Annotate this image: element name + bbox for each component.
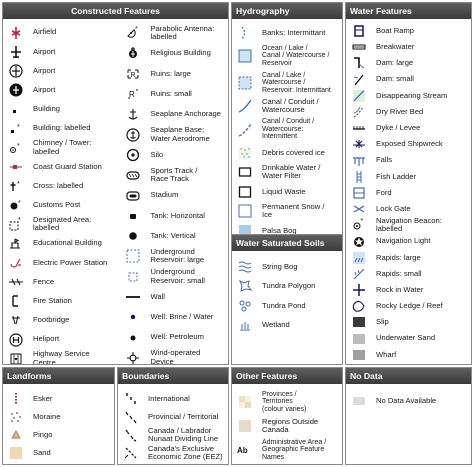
legend-item-label: Educational Building xyxy=(33,238,102,248)
debris-covered-ice-icon xyxy=(235,145,255,161)
legend-item xyxy=(346,201,471,217)
legend-item xyxy=(120,267,228,287)
legend-item xyxy=(3,81,120,100)
legend-item-label: Dam: small xyxy=(376,74,414,84)
legend-item-label: Rapids: small xyxy=(376,268,422,278)
legend-item-label: Permanent Snow / Ice xyxy=(262,201,325,220)
building-labelled-icon xyxy=(6,121,26,137)
legend-item xyxy=(232,221,342,235)
legend-item-label: Provincial / Territorial xyxy=(148,411,219,421)
legend-item-label: Disappearing Stream xyxy=(376,90,448,100)
navigation-beacon-icon xyxy=(349,217,369,233)
legend-item xyxy=(120,165,228,185)
pingo-icon xyxy=(6,427,26,443)
footbridge-icon xyxy=(6,312,26,328)
hydrography-panel xyxy=(231,2,343,235)
legend-item xyxy=(120,23,228,43)
legend-item xyxy=(120,307,228,327)
legend-item xyxy=(3,349,120,365)
stadium-icon xyxy=(123,188,143,204)
legend-item-label: Tundra Pond xyxy=(262,300,306,310)
svg-text:*: * xyxy=(135,26,139,34)
sports-track-icon xyxy=(123,167,143,183)
rapids-large-icon xyxy=(349,250,369,266)
dyke-levee-icon xyxy=(349,120,369,136)
airport-icon xyxy=(6,44,26,60)
legend-item xyxy=(346,314,471,330)
rapids-small-icon xyxy=(349,266,369,282)
legend-item xyxy=(3,42,120,61)
slip-icon xyxy=(349,314,369,330)
legend-item-label: Rock in Water xyxy=(376,284,424,294)
legend-item-label: Esker xyxy=(33,393,53,403)
legend-item xyxy=(120,124,228,144)
other-features-list xyxy=(232,384,342,462)
legend-item xyxy=(232,116,342,143)
legend-item xyxy=(3,23,120,42)
other-features-title: Other Features xyxy=(232,368,342,384)
dry-river-bed-icon xyxy=(349,104,369,120)
legend-item-label: Tundra Polygon xyxy=(262,281,316,291)
legend-item-label: Fish Ladder xyxy=(376,171,417,181)
legend-item-label: Airport xyxy=(33,65,56,75)
legend-item xyxy=(346,185,471,201)
legend-item xyxy=(3,426,114,444)
legend-item xyxy=(232,143,342,163)
cross-icon xyxy=(6,178,26,194)
legend-item xyxy=(232,277,342,297)
legend-item xyxy=(232,163,342,183)
boat-ramp-icon xyxy=(349,23,369,39)
legend-item-label: Drinkable Water / Water Filter xyxy=(262,162,321,181)
svg-text:R: R xyxy=(130,71,137,79)
svg-text:*: * xyxy=(17,181,20,189)
legend-item xyxy=(346,233,471,249)
legend-item xyxy=(3,196,120,215)
legend-item xyxy=(120,226,228,246)
legend-item-label: Parabolic Antenna: labelled xyxy=(150,23,215,42)
legend-item-label: Debris covered ice xyxy=(262,147,325,157)
drinkable-water-icon xyxy=(235,164,255,180)
airfield-icon xyxy=(6,25,26,41)
legend-item-label: Provinces / Territories (colour varies) xyxy=(262,390,307,413)
legend-item xyxy=(346,136,471,152)
legend-item xyxy=(120,84,228,104)
svg-text:Ab: Ab xyxy=(237,446,248,455)
legend-item-label: Airport xyxy=(33,46,56,56)
water-features-list xyxy=(346,19,471,363)
legend-item xyxy=(346,104,471,120)
legend-item xyxy=(3,390,114,408)
customs-post-icon xyxy=(6,197,26,213)
boundaries-list xyxy=(118,384,228,462)
tundra-pond-icon xyxy=(235,298,255,314)
wall-icon xyxy=(123,289,143,305)
legend-item-label: Well: Brine / Water xyxy=(150,312,214,322)
legend-item xyxy=(346,250,471,266)
canal-conduit-intermittent-icon xyxy=(235,122,255,138)
svg-text:*: * xyxy=(17,123,20,131)
legend-item xyxy=(232,43,342,70)
lock-gate-icon xyxy=(349,201,369,217)
rock-in-water-icon xyxy=(349,282,369,298)
legend-item-label: Well: Petroleum xyxy=(150,332,204,342)
no-data-panel xyxy=(345,367,472,465)
legend-item-label: Rocky Ledge / Reef xyxy=(376,301,443,311)
legend-item xyxy=(118,390,228,408)
legend-item-label: Canal / Conduit / Watercourse: Intermittent xyxy=(262,118,315,141)
navigation-light-icon xyxy=(349,234,369,250)
legend-item-label: Ocean / Lake / Canal / Watercourse / Reservoir xyxy=(262,44,330,67)
constructed-right-column xyxy=(120,19,228,365)
legend-item xyxy=(3,253,120,272)
legend-item-label: Navigation Beacon: labelled xyxy=(376,215,442,234)
wetland-icon xyxy=(235,317,255,333)
heliport-icon xyxy=(6,332,26,348)
educational-building-icon xyxy=(6,236,26,252)
constructed-features-title: Constructed Features xyxy=(3,3,228,19)
legend-item-label: Ruins: small xyxy=(150,88,192,98)
legend-item-label: Stadium xyxy=(150,190,179,200)
legend-item-label: Administrative Area / Geographic Feature Names xyxy=(262,438,327,461)
underwater-sand-icon xyxy=(349,331,369,347)
legend-item xyxy=(346,217,471,233)
no-data-swatch-icon xyxy=(349,393,369,409)
saturated-list xyxy=(232,251,342,335)
water-saturated-soils-panel xyxy=(231,234,343,365)
seaplane-anchorage-icon xyxy=(123,106,143,122)
canal-conduit-icon xyxy=(235,98,255,114)
airport-filled-icon xyxy=(6,82,26,98)
legend-item xyxy=(232,70,342,97)
legend-item xyxy=(120,327,228,347)
legend-item-label: Wind-operated Device xyxy=(150,348,201,365)
legend-item xyxy=(232,438,342,462)
legend-item xyxy=(3,100,120,119)
nunavut-line-icon xyxy=(121,427,141,443)
disappearing-stream-icon xyxy=(349,88,369,104)
landforms-panel xyxy=(2,367,115,465)
ruins-large-icon xyxy=(123,66,143,82)
legend-item-label: Silo xyxy=(150,149,164,159)
banks-intermittent-icon xyxy=(235,25,255,41)
legend-item-label: Canada's Exclusive Economic Zone (EEZ) xyxy=(148,443,223,461)
underground-reservoir-small-icon xyxy=(123,269,143,285)
landforms-title: Landforms xyxy=(3,368,114,384)
hydrography-title: Hydrography xyxy=(232,3,342,19)
legend-item-label: Heliport xyxy=(33,334,60,344)
legend-item-label: Liquid Waste xyxy=(262,186,306,196)
tundra-polygon-icon xyxy=(235,278,255,294)
water-features-title: Water Features xyxy=(346,3,471,19)
legend-item xyxy=(3,330,120,349)
svg-text:*: * xyxy=(360,218,364,226)
legend-item-label: Tank: Horizontal xyxy=(150,210,205,220)
falls-icon xyxy=(349,153,369,169)
legend-item xyxy=(346,153,471,169)
legend-item-label: Chimney / Tower: labelled xyxy=(33,138,92,156)
legend-item-label: Customs Post xyxy=(33,200,81,210)
legend-item xyxy=(3,234,120,253)
tank-horizontal-icon xyxy=(123,208,143,224)
legend-item-label: Electric Power Station xyxy=(33,257,108,267)
ocean-lake-intermittent-icon xyxy=(235,75,255,91)
legend-item xyxy=(3,61,120,80)
legend-item xyxy=(232,202,342,222)
legend-item xyxy=(346,390,471,412)
legend-item-label: Building: labelled xyxy=(33,123,91,133)
legend-item-label: Regions Outside Canada xyxy=(262,416,319,434)
legend-item-label: Highway Service Centre xyxy=(33,349,90,365)
legend-item xyxy=(232,414,342,438)
breakwater-icon xyxy=(349,39,369,55)
provinces-territories-icon xyxy=(235,394,255,410)
legend-item xyxy=(3,138,120,157)
provincial-boundary-icon xyxy=(121,409,141,425)
legend-item-label: Seaplane Base; Water Aerodrome xyxy=(150,125,210,143)
legend-item-label: Sand xyxy=(33,447,51,457)
legend-item-label: Ruins: large xyxy=(150,68,192,78)
legend-item-label: Canal / Lake / Watercourse / Reservoir: Intermittant xyxy=(262,71,331,94)
legend-item-label: Seaplane Anchorage xyxy=(150,109,221,119)
legend-item-label: Underwater Sand xyxy=(376,333,436,343)
exposed-shipwreck-icon xyxy=(349,136,369,152)
legend-item-label: Dyke / Levee xyxy=(376,123,421,133)
regions-outside-canada-icon xyxy=(235,418,255,434)
highway-service-icon xyxy=(6,351,26,365)
constructed-left-column xyxy=(3,19,120,365)
legend-item-label: Tank: Vertical xyxy=(150,230,196,240)
legend-item-label: Navigation Light xyxy=(376,236,431,246)
legend-item xyxy=(346,266,471,282)
no-data-list xyxy=(346,384,471,412)
legend-item xyxy=(232,23,342,43)
legend-item-label: Banks: Intermittant xyxy=(262,27,326,37)
svg-text:R: R xyxy=(129,90,136,100)
legend-item-label: Pingo xyxy=(33,429,53,439)
legend-item xyxy=(120,64,228,84)
legend-item-label: Airfield xyxy=(33,27,57,37)
legend-item-label: Building xyxy=(33,104,61,114)
ocean-lake-icon xyxy=(235,48,255,64)
legend-item xyxy=(120,104,228,124)
legend-item-label: Lock Gate xyxy=(376,203,411,213)
legend-item xyxy=(118,408,228,426)
legend-item xyxy=(120,145,228,165)
legend-item xyxy=(232,182,342,202)
hydrography-list xyxy=(232,19,342,235)
constructed-features-panel xyxy=(2,2,229,365)
well-brine-water-icon xyxy=(123,309,143,325)
legend-item-label: Ford xyxy=(376,187,392,197)
legend-item-label: Designated Area: labelled xyxy=(33,215,92,233)
legend-item-label: Moraine xyxy=(33,411,61,421)
legend-item-label: Religious Building xyxy=(150,48,211,58)
legend-item-label: String Bog xyxy=(262,261,298,271)
legend-item-label: Canada / Labrador Nunaat Dividing Line xyxy=(148,425,219,443)
coast-guard-icon xyxy=(6,159,26,175)
legend-item-label: Wharf xyxy=(376,349,397,359)
legend-item xyxy=(346,39,471,55)
legend-item-label: Coast Guard Station xyxy=(33,161,102,171)
legend-item xyxy=(346,298,471,314)
legend-item xyxy=(232,296,342,316)
legend-item xyxy=(120,43,228,63)
legend-item-label: Falls xyxy=(376,155,393,165)
legend-item xyxy=(232,316,342,336)
legend-item xyxy=(3,177,120,196)
legend-item xyxy=(346,347,471,363)
tank-vertical-icon xyxy=(123,228,143,244)
legend-item-label: Palsa Bog xyxy=(262,225,297,235)
international-boundary-icon xyxy=(121,391,141,407)
legend-item-label: Dam: large xyxy=(376,58,414,68)
fish-ladder-icon xyxy=(349,169,369,185)
water-saturated-soils-title: Water Saturated Soils xyxy=(232,235,342,251)
legend-item xyxy=(3,215,120,234)
legend-item-label: Sports Track / Race Track xyxy=(150,165,198,184)
airport-circle-icon xyxy=(6,63,26,79)
legend-item-label: No Data Available xyxy=(376,395,437,405)
fire-station-icon xyxy=(6,293,26,309)
legend-item-label: Airport xyxy=(33,84,56,94)
legend-item-label: Footbridge xyxy=(33,315,70,325)
legend-item-label: Cross: labelled xyxy=(33,180,84,190)
legend-item xyxy=(120,287,228,307)
legend-item-label: Exposed Shipwreck xyxy=(376,139,443,149)
fence-icon xyxy=(6,274,26,290)
boundaries-panel xyxy=(117,367,229,465)
legend-item xyxy=(232,97,342,117)
seaplane-base-icon xyxy=(123,127,143,143)
legend-item xyxy=(3,119,120,138)
rocky-ledge-icon xyxy=(349,298,369,314)
dam-large-icon xyxy=(349,55,369,71)
electric-power-icon xyxy=(6,255,26,271)
boundaries-title: Boundaries xyxy=(118,368,228,384)
svg-text:*: * xyxy=(18,217,21,225)
silo-icon xyxy=(123,147,143,163)
legend-item-label: Wetland xyxy=(262,320,290,330)
wind-operated-device-icon xyxy=(123,350,143,365)
legend-item xyxy=(3,444,114,462)
svg-text:*: * xyxy=(17,142,20,150)
legend-item-label: Slip xyxy=(376,317,389,327)
legend-item-label: Fence xyxy=(33,276,55,286)
legend-item xyxy=(232,390,342,414)
liquid-waste-icon xyxy=(235,184,255,200)
legend-item xyxy=(346,282,471,298)
legend-item-label: Underground Reservoir: small xyxy=(150,267,205,285)
legend-item xyxy=(118,444,228,462)
legend-item xyxy=(118,426,228,444)
legend-item xyxy=(3,408,114,426)
legend-item xyxy=(346,55,471,71)
legend-item-label: Boat Ramp xyxy=(376,25,414,35)
dam-small-icon xyxy=(349,72,369,88)
legend-item xyxy=(232,257,342,277)
legend-item xyxy=(346,120,471,136)
well-petroleum-icon xyxy=(123,330,143,346)
chimney-tower-icon xyxy=(6,140,26,156)
sand-icon xyxy=(6,445,26,461)
legend-item xyxy=(3,272,120,291)
ruins-small-icon xyxy=(123,86,143,102)
legend-item xyxy=(120,185,228,205)
legend-item xyxy=(3,292,120,311)
no-data-title: No Data xyxy=(346,368,471,384)
other-features-panel xyxy=(231,367,343,465)
underground-reservoir-large-icon xyxy=(123,248,143,264)
legend-item-label: International xyxy=(148,393,190,403)
water-features-panel xyxy=(345,2,472,365)
svg-text:*: * xyxy=(18,200,21,208)
ford-icon xyxy=(349,185,369,201)
esker-icon xyxy=(6,391,26,407)
legend-item xyxy=(120,348,228,365)
religious-building-icon xyxy=(123,45,143,61)
moraine-icon xyxy=(6,409,26,425)
permanent-snow-icon xyxy=(235,203,255,219)
legend-item xyxy=(346,23,471,39)
legend-item-label: Fire Station xyxy=(33,296,72,306)
legend-item-label: Canal / Conduit / Watercourse xyxy=(262,96,319,115)
wharf-icon xyxy=(349,347,369,363)
eez-icon xyxy=(121,445,141,461)
legend-item-label: Rapids: large xyxy=(376,252,421,262)
legend-item xyxy=(120,206,228,226)
legend-item-label: Breakwater xyxy=(376,42,415,52)
legend-item xyxy=(346,72,471,88)
legend-item xyxy=(3,311,120,330)
building-icon xyxy=(6,101,26,117)
legend-item xyxy=(346,331,471,347)
legend-item xyxy=(3,157,120,176)
landforms-list xyxy=(3,384,114,462)
string-bog-icon xyxy=(235,259,255,275)
geographic-names-icon xyxy=(235,442,255,458)
designated-area-icon xyxy=(6,216,26,232)
legend-item-label: Wall xyxy=(150,291,165,301)
legend-item-label: Underground Reservoir: large xyxy=(150,247,205,265)
parabolic-antenna-icon xyxy=(123,25,143,41)
legend-item-label: Dry River Bed xyxy=(376,106,424,116)
legend-item xyxy=(120,246,228,266)
legend-item xyxy=(346,169,471,185)
legend-item xyxy=(346,88,471,104)
